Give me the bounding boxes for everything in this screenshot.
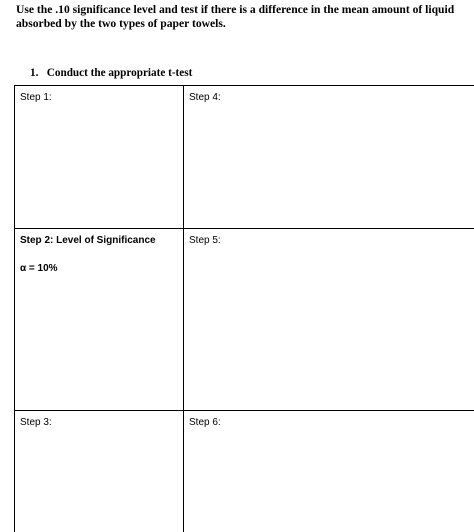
step-4-cell[interactable] bbox=[184, 86, 474, 229]
instructions-line-2: absorbed by the two types of paper towels. bbox=[16, 16, 226, 30]
step-3-cell[interactable] bbox=[14, 411, 184, 532]
step-1-label: Step 1: bbox=[20, 92, 52, 103]
question-text: Conduct the appropriate t-test bbox=[46, 67, 193, 79]
step-5-cell[interactable] bbox=[184, 229, 474, 411]
step-3-label: Step 3: bbox=[20, 417, 52, 428]
step-2-label: Step 2: Level of Significance bbox=[20, 235, 156, 246]
significance-level-value: α = 10% bbox=[20, 263, 58, 274]
instructions-line-1: Use the .10 significance level and test if there is a difference in the mean amount of liquid bbox=[16, 3, 455, 16]
step-1-cell[interactable] bbox=[14, 86, 184, 229]
step-2-cell[interactable] bbox=[14, 229, 184, 411]
instructions bbox=[16, 3, 466, 30]
step-6-label: Step 6: bbox=[189, 417, 221, 428]
steps-table bbox=[14, 85, 474, 532]
step-6-cell[interactable] bbox=[184, 411, 474, 532]
step-4-label: Step 4: bbox=[189, 92, 221, 103]
step-5-label: Step 5: bbox=[189, 235, 221, 246]
question-number: 1. bbox=[30, 67, 39, 79]
question-1 bbox=[30, 66, 192, 80]
